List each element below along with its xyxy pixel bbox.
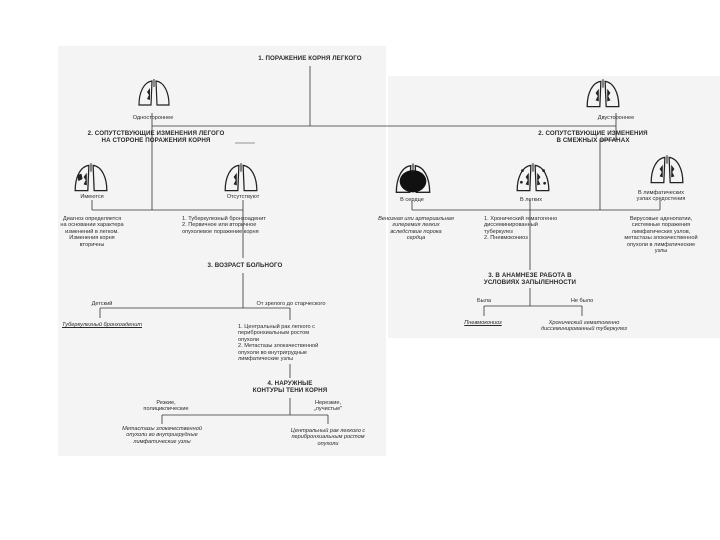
section4-contours-title: 4. НАРУЖНЫЕ КОНТУРЫ ТЕНИ КОРНЯ: [252, 380, 328, 394]
text-heart-hyperemia: Венозная или артериальная гиперемия легких вследствие порока сердца: [378, 216, 454, 242]
section3-age-title: 3. ВОЗРАСТ БОЛЬНОГО: [207, 262, 283, 269]
text-pneumoconiosis: Пневмокониоз: [464, 320, 502, 326]
text-disseminated-tuberculosis: Хронический гематогенно диссеминированный туберкулез: [540, 320, 628, 333]
branch-lymph-nodes: В лимфатических узлах средостения: [636, 190, 686, 203]
section1-title: 1. ПОРАЖЕНИЕ КОРНЯ ЛЕГКОГО: [258, 55, 362, 62]
lung-icon-with-changes: [72, 162, 110, 194]
section1-label-bilateral: Двустороннее: [597, 115, 635, 121]
text-adult-cancer-metastases: 1. Центральный рак легкого с перибронхиальным ростом опухоли 2. Метастазы злокачественной опухоли во внутригрудные лимфатические узлы: [238, 324, 319, 363]
lung-icon-top-left: [136, 78, 172, 108]
heart-lung-icon: [393, 162, 433, 196]
lung-icon-top-right: [584, 78, 622, 110]
branch-absent: Отсутствуют: [226, 194, 260, 200]
branch-lungs: В легких: [519, 197, 543, 203]
branch-adult: От зрелого до старческого: [256, 301, 326, 307]
lung-icon-without-changes: [222, 162, 260, 194]
branch-present: Имеются: [80, 194, 104, 200]
text-blurred-central-cancer: Центральный рак легкого с перибронхиальным ростом опухоли: [290, 428, 366, 447]
lung-icon-lymph-nodes: [648, 154, 686, 186]
text-bronchoadenitis-or-tumor: 1. Туберкулезный бронхоаденит 2. Первичное или вторичное опухолевое поражение корня: [182, 216, 266, 235]
text-lungs-tuberculosis-pneumoconiosis: 1. Хронический гематогенно диссеминированный туберкулез 2. Пневмокониоз: [484, 216, 558, 242]
branch-child: Детский: [91, 301, 113, 307]
branch-was: Была: [476, 298, 492, 304]
text-lymph-adenopathies: Вирусовые аденопатии, системные поражения лимфатических узлов, метастазы злокачественной опухоли в лимфатические узлы: [624, 216, 698, 255]
lung-icon-bilateral-changes: [514, 162, 552, 194]
text-sharp-metastases: Метастазы злокачественной опухоли во внутригрудные лимфатические узлы: [122, 426, 202, 445]
branch-heart: В сердце: [400, 197, 424, 203]
section1-label-unilateral: Одностороннее: [132, 115, 174, 121]
section2-right-title: 2. СОПУТСТВУЮЩИЕ ИЗМЕНЕНИЯ В СМЕЖНЫХ ОРГАНАХ: [538, 130, 648, 144]
text-diagnosis-by-lung: Диагноз определяется на основании характера изменений в легком. Изменения корня вторичны: [60, 216, 124, 248]
branch-blurred-contours: Нерезкие, „лучистые": [313, 400, 343, 413]
section2-left-title: 2. СОПУТСТВУЮЩИЕ ИЗМЕНЕНИЯ ЛЕГОГО НА СТОРОНЕ ПОРАЖЕНИЯ КОРНЯ: [87, 130, 225, 144]
section3-dust-title: 3. В АНАМНЕЗЕ РАБОТА В УСЛОВИЯХ ЗАПЫЛЕННОСТИ: [483, 272, 577, 286]
branch-sharp-contours: Резкие, полициклические: [143, 400, 189, 413]
text-child-bronchoadenitis: Туберкулезный бронхоаденит: [62, 322, 143, 328]
branch-was-not: Не было: [570, 298, 594, 304]
